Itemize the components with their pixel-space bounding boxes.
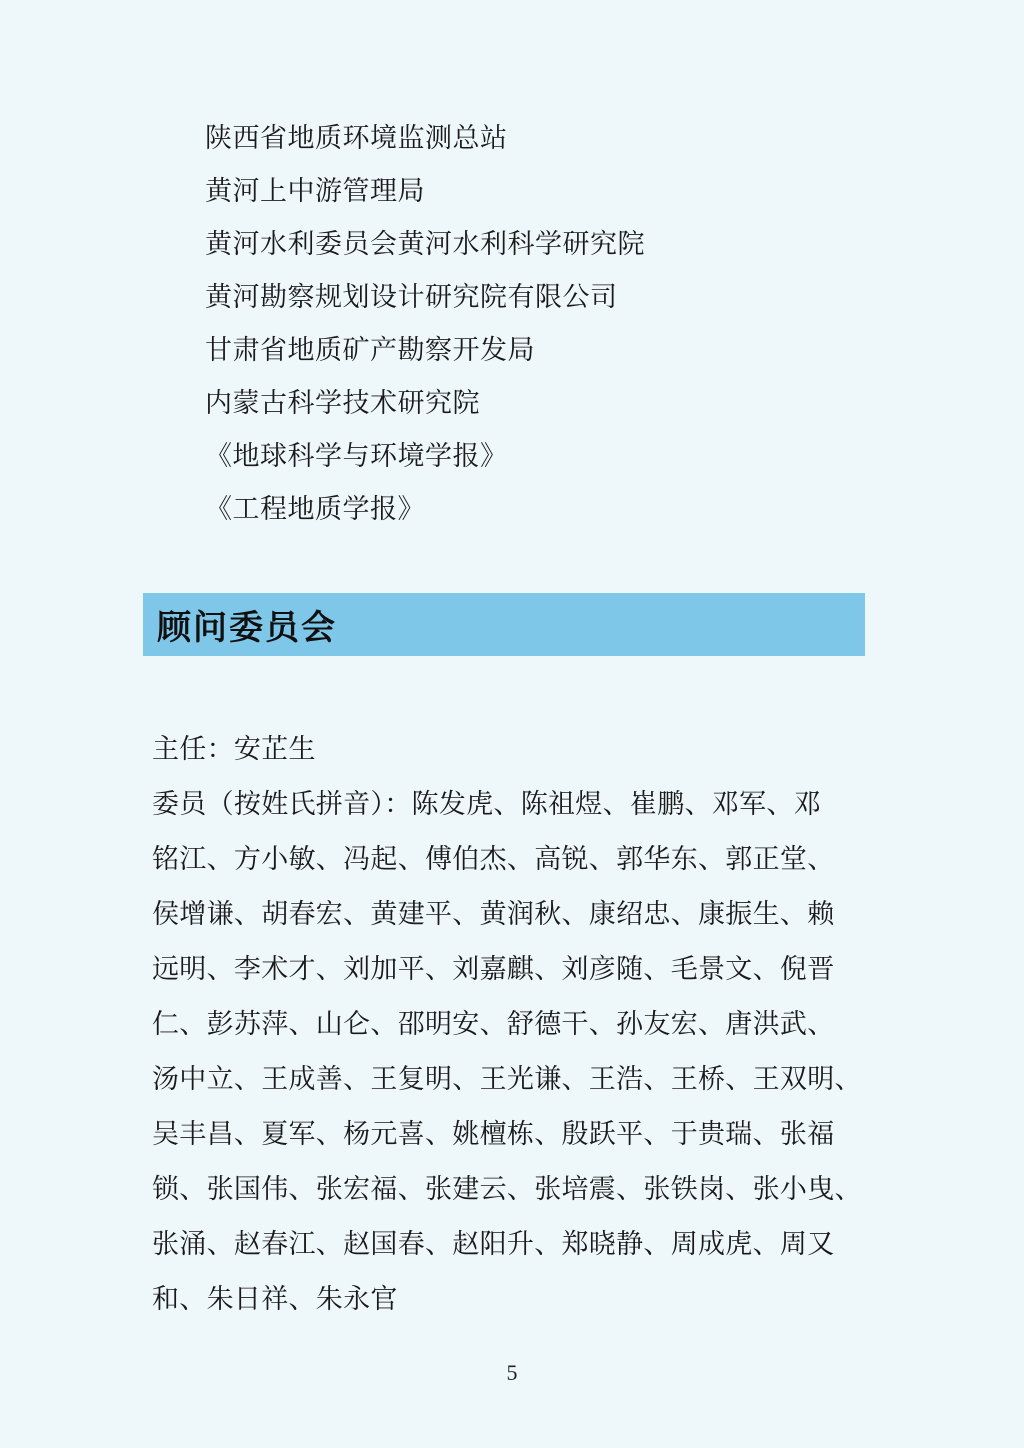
page-number: 5	[506, 1360, 518, 1385]
committee-text-block	[152, 722, 880, 1327]
text-line: 侯增谦、胡春宏、黄建平、黄润秋、康绍忠、康振生、赖	[152, 899, 835, 929]
list-item: 陕西省地质环境监测总站	[205, 123, 508, 153]
list-item: 内蒙古科学技术研究院	[205, 388, 480, 418]
list-item: 《地球科学与环境学报》	[205, 441, 508, 471]
text-line: 仁、彭苏萍、山仑、邵明安、舒德干、孙友宏、唐洪武、	[152, 1009, 835, 1039]
text-line: 汤中立、王成善、王复明、王光谦、王浩、王桥、王双明、	[152, 1064, 862, 1094]
organization-list	[205, 112, 905, 536]
page-title: 顾问委员会	[157, 609, 337, 647]
text-line: 铭江、方小敏、冯起、傅伯杰、高锐、郭华东、郭正堂、	[152, 844, 835, 874]
text-line: 吴丰昌、夏军、杨元喜、姚檀栋、殷跃平、于贵瑞、张福	[152, 1119, 835, 1149]
text-line: 张涌、赵春江、赵国春、赵阳升、郑晓静、周成虎、周又	[152, 1229, 835, 1259]
list-item: 黄河上中游管理局	[205, 176, 425, 206]
text-line: 和、朱日祥、朱永官	[152, 1284, 398, 1314]
list-item: 黄河水利委员会黄河水利科学研究院	[205, 229, 645, 259]
text-line: 远明、李术才、刘加平、刘嘉麒、刘彦随、毛景文、倪晋	[152, 954, 835, 984]
text-line: 锁、张国伟、张宏福、张建云、张培震、张铁岗、张小曳、	[152, 1174, 862, 1204]
section-banner	[143, 593, 865, 656]
list-item: 《工程地质学报》	[205, 494, 425, 524]
list-item: 甘肃省地质矿产勘察开发局	[205, 335, 535, 365]
list-item: 黄河勘察规划设计研究院有限公司	[205, 282, 618, 312]
text-line: 委员（按姓氏拼音）：陈发虎、陈祖煜、崔鹏、邓军、邓	[152, 789, 821, 819]
text-line: 主任：安芷生	[152, 734, 316, 764]
